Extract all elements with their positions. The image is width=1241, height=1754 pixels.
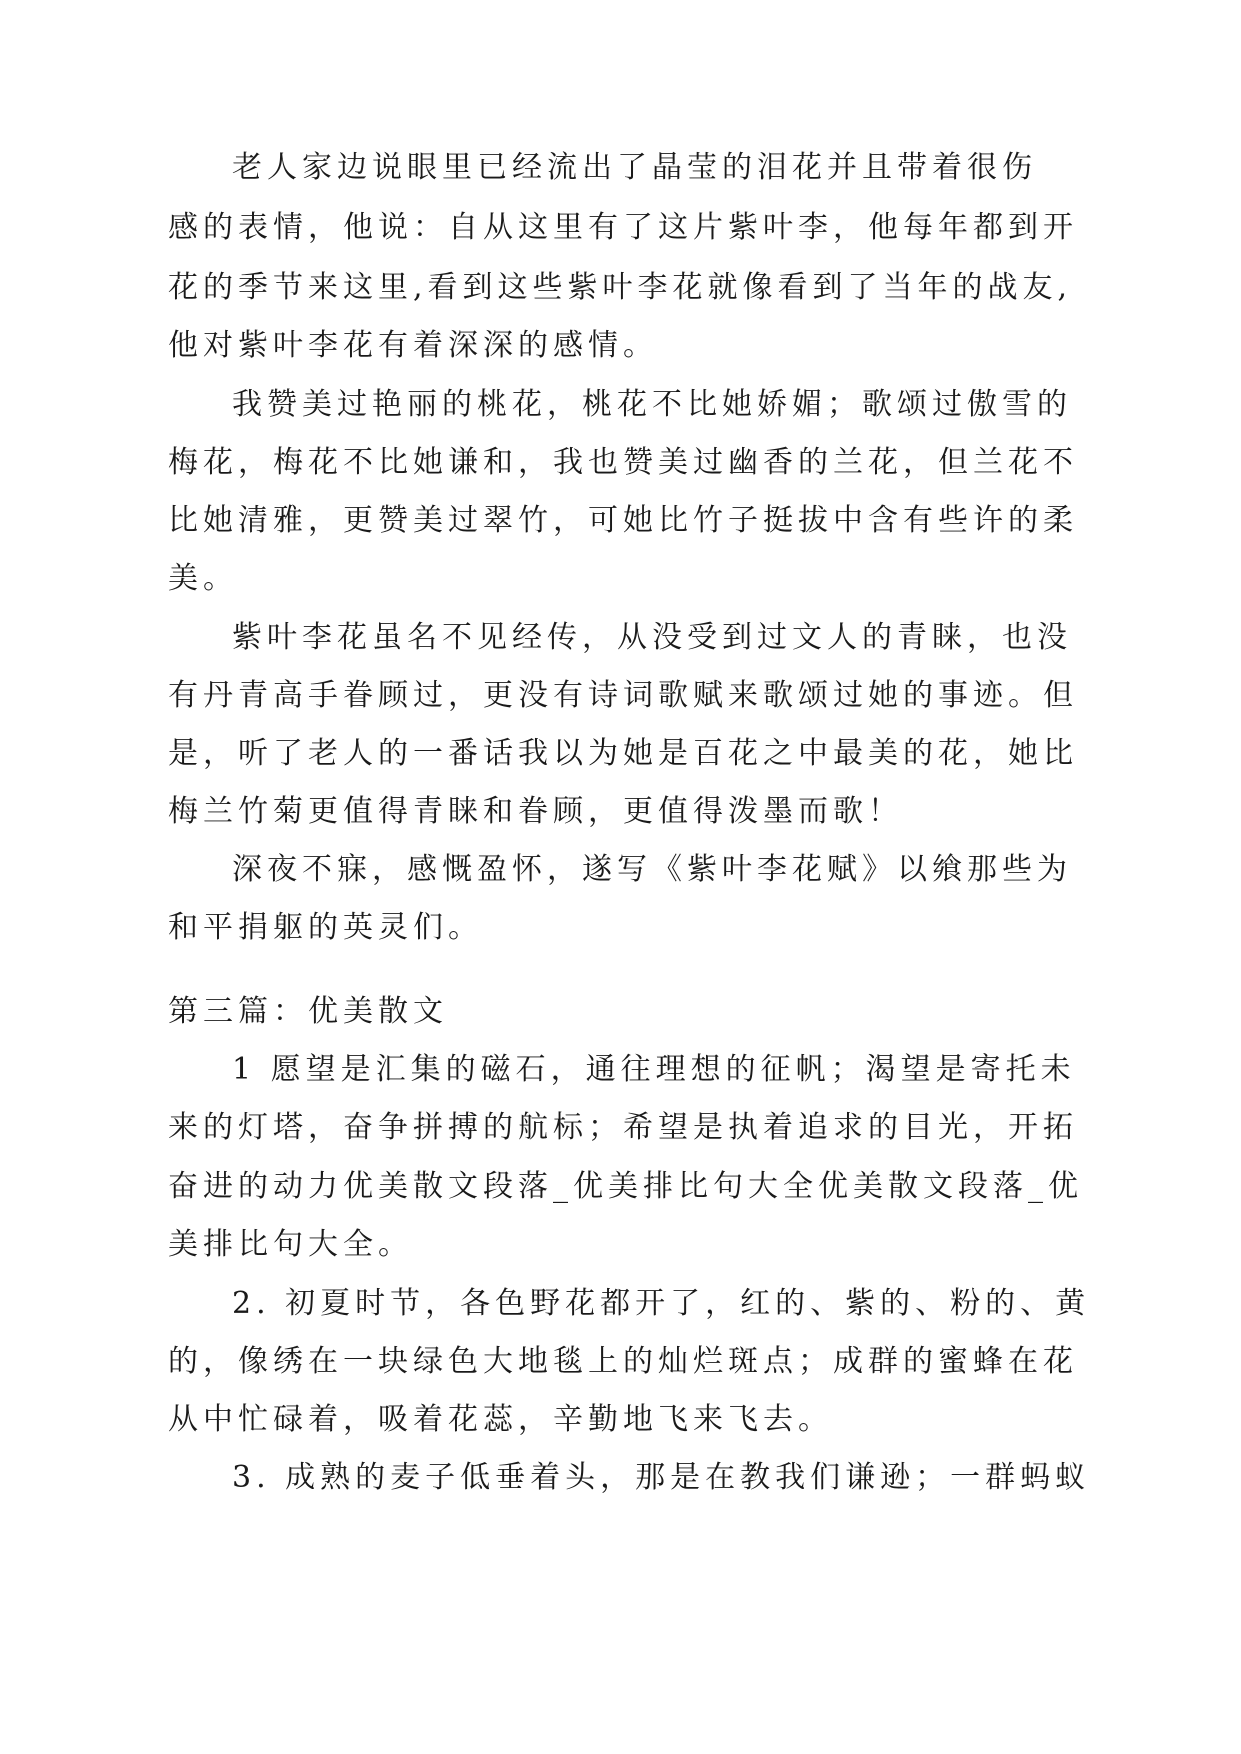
- paragraph-line: 感的表情，他说：自从这里有了这片紫叶李，他每年都到开: [168, 210, 1078, 245]
- paragraph-line: 美。: [168, 561, 238, 596]
- paragraph-line: 老人家边说眼里已经流出了晶莹的泪花并且带着很伤: [232, 150, 1037, 185]
- paragraph-line: 的，像绣在一块绿色大地毯上的灿烂斑点；成群的蜜蜂在花: [168, 1344, 1078, 1379]
- paragraph-line: 深夜不寐，感慨盈怀，遂写《紫叶李花赋》以飨那些为: [232, 852, 1072, 887]
- paragraph-line: 奋进的动力优美散文段落_优美排比句大全优美散文段落_优: [168, 1169, 1083, 1204]
- paragraph-line: 来的灯塔，奋争拼搏的航标；希望是执着追求的目光，开拓: [168, 1110, 1078, 1145]
- section-heading: 第三篇：优美散文: [168, 994, 448, 1029]
- paragraph-line: 和平捐躯的英灵们。: [168, 910, 483, 945]
- paragraph-line: 是，听了老人的一番话我以为她是百花之中最美的花，她比: [168, 736, 1078, 771]
- paragraph-line: 3. 成熟的麦子低垂着头，那是在教我们谦逊；一群蚂蚁: [232, 1460, 1091, 1495]
- paragraph-line: 比她清雅，更赞美过翠竹，可她比竹子挺拔中含有些许的柔: [168, 503, 1078, 538]
- paragraph-line: 我赞美过艳丽的桃花，桃花不比她娇媚；歌颂过傲雪的: [232, 387, 1072, 422]
- paragraph-line: 1 愿望是汇集的磁石，通往理想的征帆；渴望是寄托未: [232, 1052, 1076, 1087]
- paragraph-line: 有丹青高手眷顾过，更没有诗词歌赋来歌颂过她的事迹。但: [168, 678, 1078, 713]
- paragraph-line: 花的季节来这里,看到这些紫叶李花就像看到了当年的战友,: [168, 270, 1073, 305]
- paragraph-line: 紫叶李花虽名不见经传，从没受到过文人的青睐，也没: [232, 620, 1072, 655]
- paragraph-line: 他对紫叶李花有着深深的感情。: [168, 328, 658, 363]
- paragraph-line: 2. 初夏时节，各色野花都开了，红的、紫的、粉的、黄: [232, 1286, 1091, 1321]
- paragraph-line: 从中忙碌着，吸着花蕊，辛勤地飞来飞去。: [168, 1402, 833, 1437]
- paragraph-line: 梅花，梅花不比她谦和，我也赞美过幽香的兰花，但兰花不: [168, 445, 1078, 480]
- paragraph-line: 美排比句大全。: [168, 1227, 413, 1262]
- paragraph-line: 梅兰竹菊更值得青睐和眷顾，更值得泼墨而歌！: [168, 794, 903, 829]
